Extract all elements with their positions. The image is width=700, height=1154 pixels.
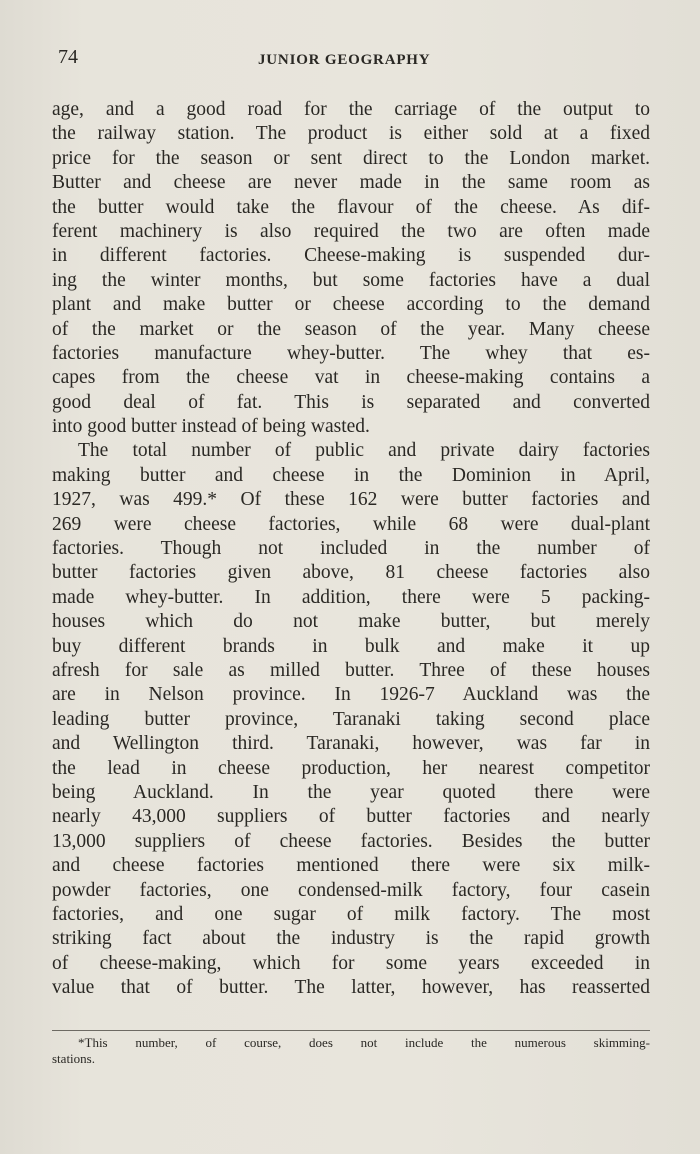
text-line: into good butter instead of being wasted. — [52, 416, 370, 438]
text-line: are in Nelson province. In 1926-7 Auckland was the — [52, 684, 650, 706]
text-line: factories. Though not included in the number of — [52, 538, 650, 560]
body-text — [52, 98, 650, 1000]
text-line: of cheese-making, which for some years exceeded in — [52, 952, 650, 974]
text-line: age, and a good road for the carriage of the output to — [52, 99, 650, 120]
text-line: the railway station. The product is either sold at a fixed — [52, 123, 650, 145]
text-line: factories manufacture whey-butter. The whey that es- — [52, 342, 650, 364]
page-header — [58, 46, 650, 76]
footnote-line: stations. — [52, 1051, 95, 1066]
text-line: powder factories, one condensed-milk factory, four casein — [52, 879, 650, 901]
text-line: butter factories given above, 81 cheese factories also — [52, 562, 650, 584]
running-head: JUNIOR GEOGRAPHY — [258, 52, 431, 68]
text-line: the lead in cheese production, her nearest competitor — [52, 757, 650, 779]
text-line: houses which do not make butter, but merely — [52, 611, 650, 633]
text-line: Butter and cheese are never made in the same room as — [52, 172, 650, 194]
text-line: of the market or the season of the year. Many cheese — [52, 318, 650, 340]
text-line: plant and make butter or cheese according to the demand — [52, 294, 650, 316]
text-line: 1927, was 499.* Of these 162 were butter factories and — [52, 489, 650, 511]
text-line: ferent machinery is also required the two are often made — [52, 220, 650, 242]
text-line: being Auckland. In the year quoted there were — [52, 781, 650, 803]
text-line: made whey-butter. In addition, there were 5 packing- — [52, 586, 650, 608]
text-line: 13,000 suppliers of cheese factories. Besides the butter — [52, 830, 650, 852]
text-line: leading butter province, Taranaki taking second place — [52, 708, 650, 730]
text-line: in different factories. Cheese-making is suspended dur- — [52, 245, 650, 267]
text-line: striking fact about the industry is the rapid growth — [52, 928, 650, 950]
text-line: afresh for sale as milled butter. Three of these houses — [52, 659, 650, 681]
text-line: and cheese factories mentioned there were six milk- — [52, 855, 650, 877]
text-line: price for the season or sent direct to the London market. — [52, 147, 650, 169]
text-line: factories, and one sugar of milk factory. The most — [52, 903, 650, 925]
text-line: making butter and cheese in the Dominion in April, — [52, 464, 650, 486]
text-line: capes from the cheese vat in cheese-making contains a — [52, 367, 650, 389]
footnote — [52, 1035, 650, 1067]
text-line: buy different brands in bulk and make it up — [52, 635, 650, 657]
text-line: the butter would take the flavour of the cheese. As dif- — [52, 196, 650, 218]
text-line: 269 were cheese factories, while 68 were dual-plant — [52, 513, 650, 535]
page-number: 74 — [58, 46, 78, 68]
text-line: nearly 43,000 suppliers of butter factories and nearly — [52, 806, 650, 828]
text-line: value that of butter. The latter, however, has reasserted — [52, 977, 650, 999]
text-line: ing the winter months, but some factories have a dual — [52, 269, 650, 291]
footnote-rule — [52, 1030, 650, 1031]
footnote-line: *This number, of course, does not include the numerous skimming- — [78, 1035, 650, 1050]
text-line: The total number of public and private dairy factories — [78, 440, 650, 462]
text-line: good deal of fat. This is separated and converted — [52, 391, 650, 413]
text-line: and Wellington third. Taranaki, however, was far in — [52, 733, 650, 755]
